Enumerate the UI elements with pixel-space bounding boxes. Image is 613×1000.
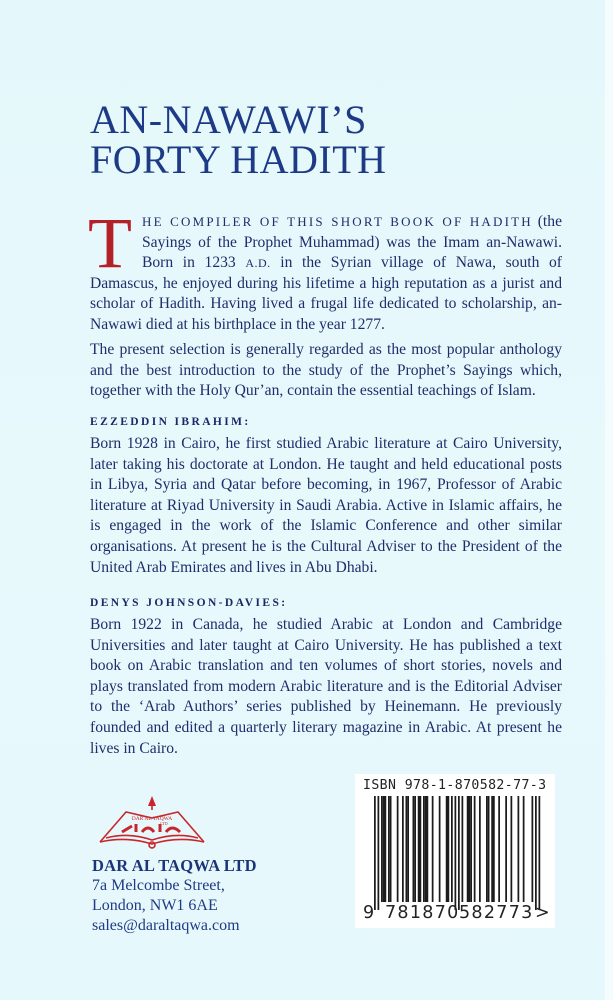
barcode-bar (418, 796, 420, 902)
barcode-bar (470, 796, 472, 902)
barcode-bar (406, 796, 408, 902)
barcode-bar (518, 796, 520, 902)
barcode-bar (432, 796, 434, 902)
translator-heading-ibrahim: EZZEDDIN IBRAHIM: (90, 416, 251, 428)
publisher-name: DAR AL TAQWA LTD (92, 856, 257, 875)
logo-subtext: LTD (160, 821, 168, 826)
publisher-email[interactable]: sales@daraltaqwa.com (92, 917, 240, 934)
barcode-bar (451, 796, 453, 902)
barcode-bar (414, 796, 416, 902)
barcode-bar (498, 796, 500, 902)
translator-bio-johnson-davies: Born 1922 in Canada, he studied Arabic at London and Cambridge Universities and later taught at Cairo University. He has published a text book on Arabic translation and ten volumes of short stories, novels and plays translated from modern Arabic literature and is the Editorial Adviser to the ‘Arab Authors’ series published by Heinemann. He previously founded and edited a quarterly literary magazine in Arabic. At present he lives in Cairo. (90, 616, 562, 757)
book-title (90, 97, 387, 182)
intro-lead-caps: HE COMPILER OF THIS SHORT BOOK OF HADITH (141, 214, 533, 229)
barcode-bar (474, 796, 476, 902)
barcode-bar (488, 796, 490, 902)
barcode-bar (532, 796, 534, 902)
translator-bio-ibrahim: Born 1928 in Cairo, he first studied Arabic literature at Cairo University, later taking his doctorate at London. He taught and held educational posts in Libya, Syria and Qatar before becoming, in 1967, Professor of Arabic literature at Riyad University in Saudi Arabia. Active in Islamic affairs, he is engaged in the work of the Islamic Conference and other similar organisations. At present he is the Cultural Adviser to the President of the United Arab Emirates and lives in Abu Dhabi. (90, 435, 562, 576)
barcode-bar (491, 796, 493, 902)
barcode-bar (486, 796, 488, 902)
intro-text-2: in the Syrian village of Nawa, south of Damascus, he enjoyed during his lifetime a high reputation as a jurist and scholar of Hadith. Having lived a frugal life dedicated to scholarship, an-Nawawi died at his birthplace in the year 1277. (90, 254, 562, 333)
barcode-bar (535, 796, 537, 910)
barcode-bar (523, 796, 525, 902)
logo-text: DAR AL TAQWA (131, 816, 173, 822)
isbn-barcode (355, 774, 555, 928)
barcode-bar (397, 796, 399, 902)
ean-lead-digit: 9 (363, 903, 376, 923)
barcode-bar (388, 796, 390, 902)
cover-edge (605, 0, 613, 1000)
barcode-bar (385, 796, 387, 902)
barcode-bar (462, 796, 464, 902)
barcode-bar (420, 796, 422, 902)
barcode-bar (493, 796, 495, 902)
publisher-address-1: 7a Melcombe Street, (92, 877, 225, 894)
barcode-bar (374, 796, 376, 910)
drop-cap: T (88, 203, 132, 283)
barcode-bar (446, 796, 448, 902)
barcode-bar (469, 796, 471, 902)
barcode-bar (423, 796, 425, 902)
barcode-bar (381, 796, 383, 902)
intro-paragraph (88, 203, 562, 336)
barcode-bar (539, 796, 541, 910)
barcode-bar (390, 796, 392, 902)
translator-heading-johnson-davies: DENYS JOHNSON-DAVIES: (90, 597, 288, 609)
ean-left-digits: 781870 (385, 903, 460, 923)
barcode-bar (425, 796, 427, 902)
selection-paragraph: The present selection is generally regarded as the most popular anthology and the best introduction to the study of the Prophet’s Sayings which, together with the Holy Qur’an, contain the essential teachings of Islam. (90, 341, 562, 400)
barcode-bar (439, 796, 441, 902)
barcode-bar (455, 796, 457, 910)
publisher-info (92, 856, 257, 936)
barcode-bar (467, 796, 469, 902)
barcode-bar (413, 796, 415, 902)
open-book-logo-icon (92, 792, 212, 852)
barcode-bar (511, 796, 513, 902)
barcode-bar (378, 796, 380, 910)
publisher-address-2: London, NW1 6AE (92, 897, 218, 914)
barcode-bar (402, 796, 404, 902)
ad-label: A.D. (245, 256, 271, 271)
title-line-2: FORTY HADITH (90, 137, 387, 182)
barcode-bar (407, 796, 409, 902)
intro-text-1: (the Sayings of the Prophet Muhammad) was the Imam an-Nawawi. Born in 1233 (141, 213, 562, 272)
title-line-1: AN-NAWAWI’S (90, 97, 367, 142)
isbn-label: ISBN 978-1-870582-77-3 (363, 778, 547, 793)
barcode-bar (427, 796, 429, 902)
barcode-bar (383, 796, 385, 902)
barcode-bar (505, 796, 507, 902)
ean-quiet-zone-marker: > (535, 903, 551, 923)
barcode-bar (458, 796, 460, 910)
barcode-bar (448, 796, 450, 902)
barcode-bar (479, 796, 481, 902)
ean-right-digits: 582773 (459, 903, 534, 923)
